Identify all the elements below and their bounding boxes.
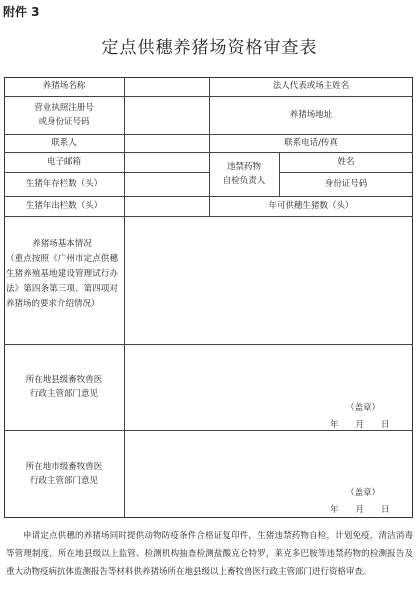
column-divider <box>124 77 125 518</box>
supply-label: 年可供穗生猪数（头） <box>268 200 354 211</box>
name-label: 姓名 <box>337 156 355 167</box>
basic-info-title: 养猪场基本情况 <box>32 239 92 249</box>
phone-fax-label: 联系电话/传真 <box>284 137 338 148</box>
page-title: 定点供穗养猪场资格审查表 <box>101 38 318 58</box>
footer-note: 申请定点供穗的养猪场同时提供动物防疫条件合格证复印件，生猪违禁药物自检，计划免疫，清洁消毒等管理制度，所在地县级以上监管、检测机构抽查检测盐酸克仑特罗，莱克多巴胺等违禁药物的检测报告及重大动物疫病抗体监测报告等材料供养猪场所在地县级以上畜牧兽医行政主管部门进行资格审查。 <box>6 531 413 577</box>
output-label: 生猪年出栏数（头） <box>25 200 103 211</box>
drug-check-label: 违禁药物 自检负责人 <box>222 161 266 186</box>
legal-rep-label: 法人代表或场主姓名 <box>272 81 350 92</box>
attachment-label: 附件 3 <box>3 5 40 19</box>
basic-info-label <box>6 237 118 311</box>
county-opinion-label: 所在地县级畜牧兽医 行政主管部门意见 <box>25 374 103 399</box>
email-label: 电子邮箱 <box>46 156 81 167</box>
stock-label: 生猪年存栏数（头） <box>25 178 103 189</box>
farm-address-label: 养猪场地址 <box>289 109 333 120</box>
city-opinion-label: 所在地市级畜牧兽医 行政主管部门意见 <box>25 461 103 486</box>
id-number-label: 身份证号码 <box>324 178 368 189</box>
county-seal-label: （盖章） <box>346 403 381 413</box>
basic-info-note: （重点按照《广州市定点供穗生猪养殖基地建设管理试行办法》第四条第三项、第四项对养猪场的要求介绍情况） <box>6 253 118 309</box>
license-label: 营业执照注册号 或身份证号码 <box>34 102 94 127</box>
county-date-label: 年 月 日 <box>330 420 390 430</box>
contact-label: 联系人 <box>51 137 77 148</box>
city-date-label: 年 月 日 <box>330 505 390 515</box>
row-divider <box>4 216 413 217</box>
city-seal-label: （盖章） <box>346 488 381 498</box>
farm-name-label: 养猪场名称 <box>42 81 86 92</box>
